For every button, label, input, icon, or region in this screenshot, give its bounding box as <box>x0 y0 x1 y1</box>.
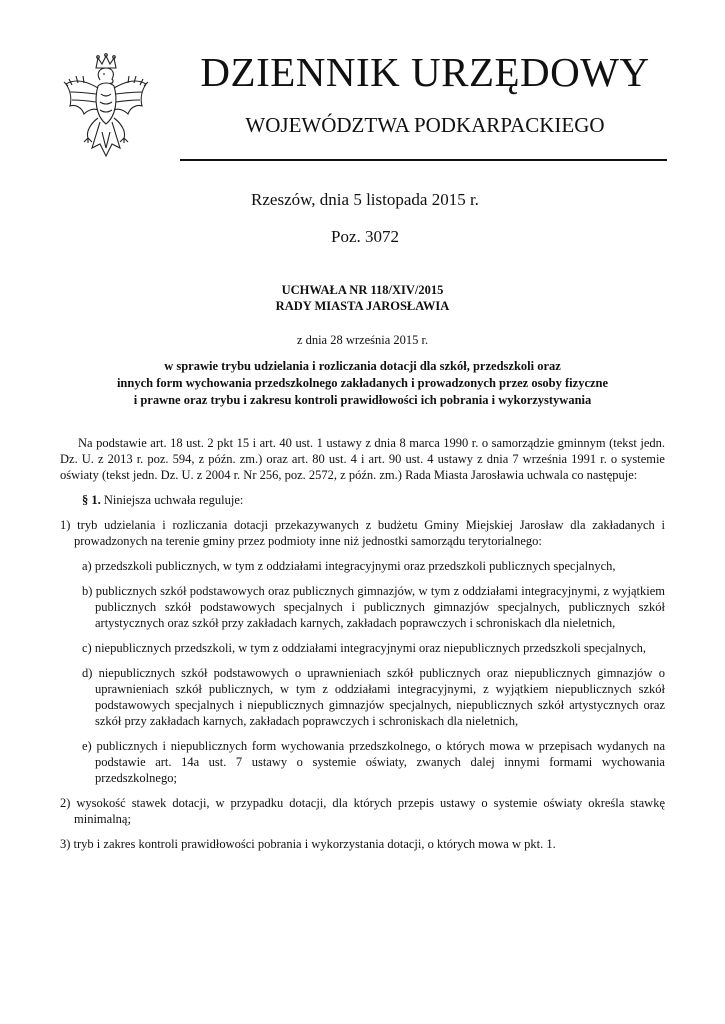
list-subitem-a: a) przedszkoli publicznych, w tym z oddziałami integracyjnymi oraz przedszkoli publicznych specjalnych, <box>82 559 616 573</box>
act-number: UCHWAŁA NR 118/XIV/2015 <box>281 283 444 297</box>
position-number: Poz. 3072 <box>331 227 399 246</box>
subject-line: innych form wychowania przedszkolnego zakładanych i prowadzonych przez osoby fizyczne <box>116 376 609 390</box>
act-issuer: RADY MIASTA JAROSŁAWIA <box>275 299 450 313</box>
list-subitem-c: c) niepublicznych przedszkoli, w tym z oddziałami integracyjnymi oraz niepublicznych przedszkoli specjalnych, <box>82 641 647 655</box>
journal-subtitle: WOJEWÓDZTWA PODKARPACKIEGO <box>245 113 605 137</box>
act-date: z dnia 28 września 2015 r. <box>296 333 429 347</box>
section-1-paragraph <box>60 492 665 508</box>
section-text: Niniejsza uchwała reguluje: <box>100 493 244 507</box>
subject-line: w sprawie trybu udzielania i rozliczania dotacji dla szkół, przedszkoli oraz <box>164 359 561 373</box>
list-subitem-d: d) niepublicznych szkół podstawowych o uprawnieniach szkół publicznych oraz niepublicznych gimnazjów o uprawnieniach szkół publicznych, w tym z oddziałami integracyjnymi, z wyjątkiem niepublicznych szkół podstawowych specjalnych i niepublicznych gimnazjów specjalnych, niepublicznych szkół artystycznych oraz szkół przy zakładach karnych, zakładach poprawczych i schroniskach dla nieletnich, <box>82 666 665 728</box>
list-item-2: 2) wysokość stawek dotacji, w przypadku dotacji, dla których przepis ustawy o systemie oświaty określa stawkę minimalną; <box>60 796 665 826</box>
subject-line: i prawne oraz trybu i zakresu kontroli prawidłowości ich pobrania i wykorzystywania <box>133 393 592 407</box>
journal-title: DZIENNIK URZĘDOWY <box>200 49 650 95</box>
list-subitem-b: b) publicznych szkół podstawowych oraz publicznych gimnazjów, w tym z oddziałami integracyjnymi, z wyjątkiem publicznych szkół podstawowych specjalnych i publicznych gimnazjów specjalnych, publicznych szkół artystycznych oraz szkół przy zakładach karnych, zakładach poprawczych i schroniskach dla nieletnich, <box>82 584 665 630</box>
polish-eagle-emblem-icon <box>62 52 150 170</box>
legal-basis-paragraph: Na podstawie art. 18 ust. 2 pkt 15 i art. 40 ust. 1 ustawy z dnia 8 marca 1990 r. o samorządzie gminnym (tekst jedn. Dz. U. z 2013 r. poz. 594, z późn. zm.) oraz art. 80 ust. 4 i art. 90 ust. 4 ustawy z dnia 7 września 1991 r. o systemie oświaty (tekst jedn. Dz. U. z 2004 r. Nr 256, poz. 2572, z późn. zm.) Rada Miasta Jarosławia uchwala co następuje: <box>60 436 665 482</box>
list-subitem-e: e) publicznych i niepublicznych form wychowania przedszkolnego, o których mowa w przepisach wydanych na podstawie art. 14a ust. 7 ustawy o systemie oświaty, zwanych dalej innymi formami wychowania przedszkolnego; <box>82 739 665 785</box>
header-divider <box>180 159 667 161</box>
act-heading <box>60 282 665 314</box>
publication-date: Rzeszów, dnia 5 listopada 2015 r. <box>251 190 479 209</box>
list-item-1: 1) tryb udzielania i rozliczania dotacji przekazywanych z budżetu Gminy Miejskiej Jarosław dla zakładanych i prowadzonych na terenie gminy przez podmioty inne niż jednostki samorządu terytorialnego: <box>60 518 665 548</box>
act-subject <box>60 358 665 409</box>
section-mark: § 1. <box>82 493 101 507</box>
list-item-3: 3) tryb i zakres kontroli prawidłowości pobrania i wykorzystania dotacji, o których mowa w pkt. 1. <box>60 837 556 851</box>
document-body <box>60 435 665 861</box>
